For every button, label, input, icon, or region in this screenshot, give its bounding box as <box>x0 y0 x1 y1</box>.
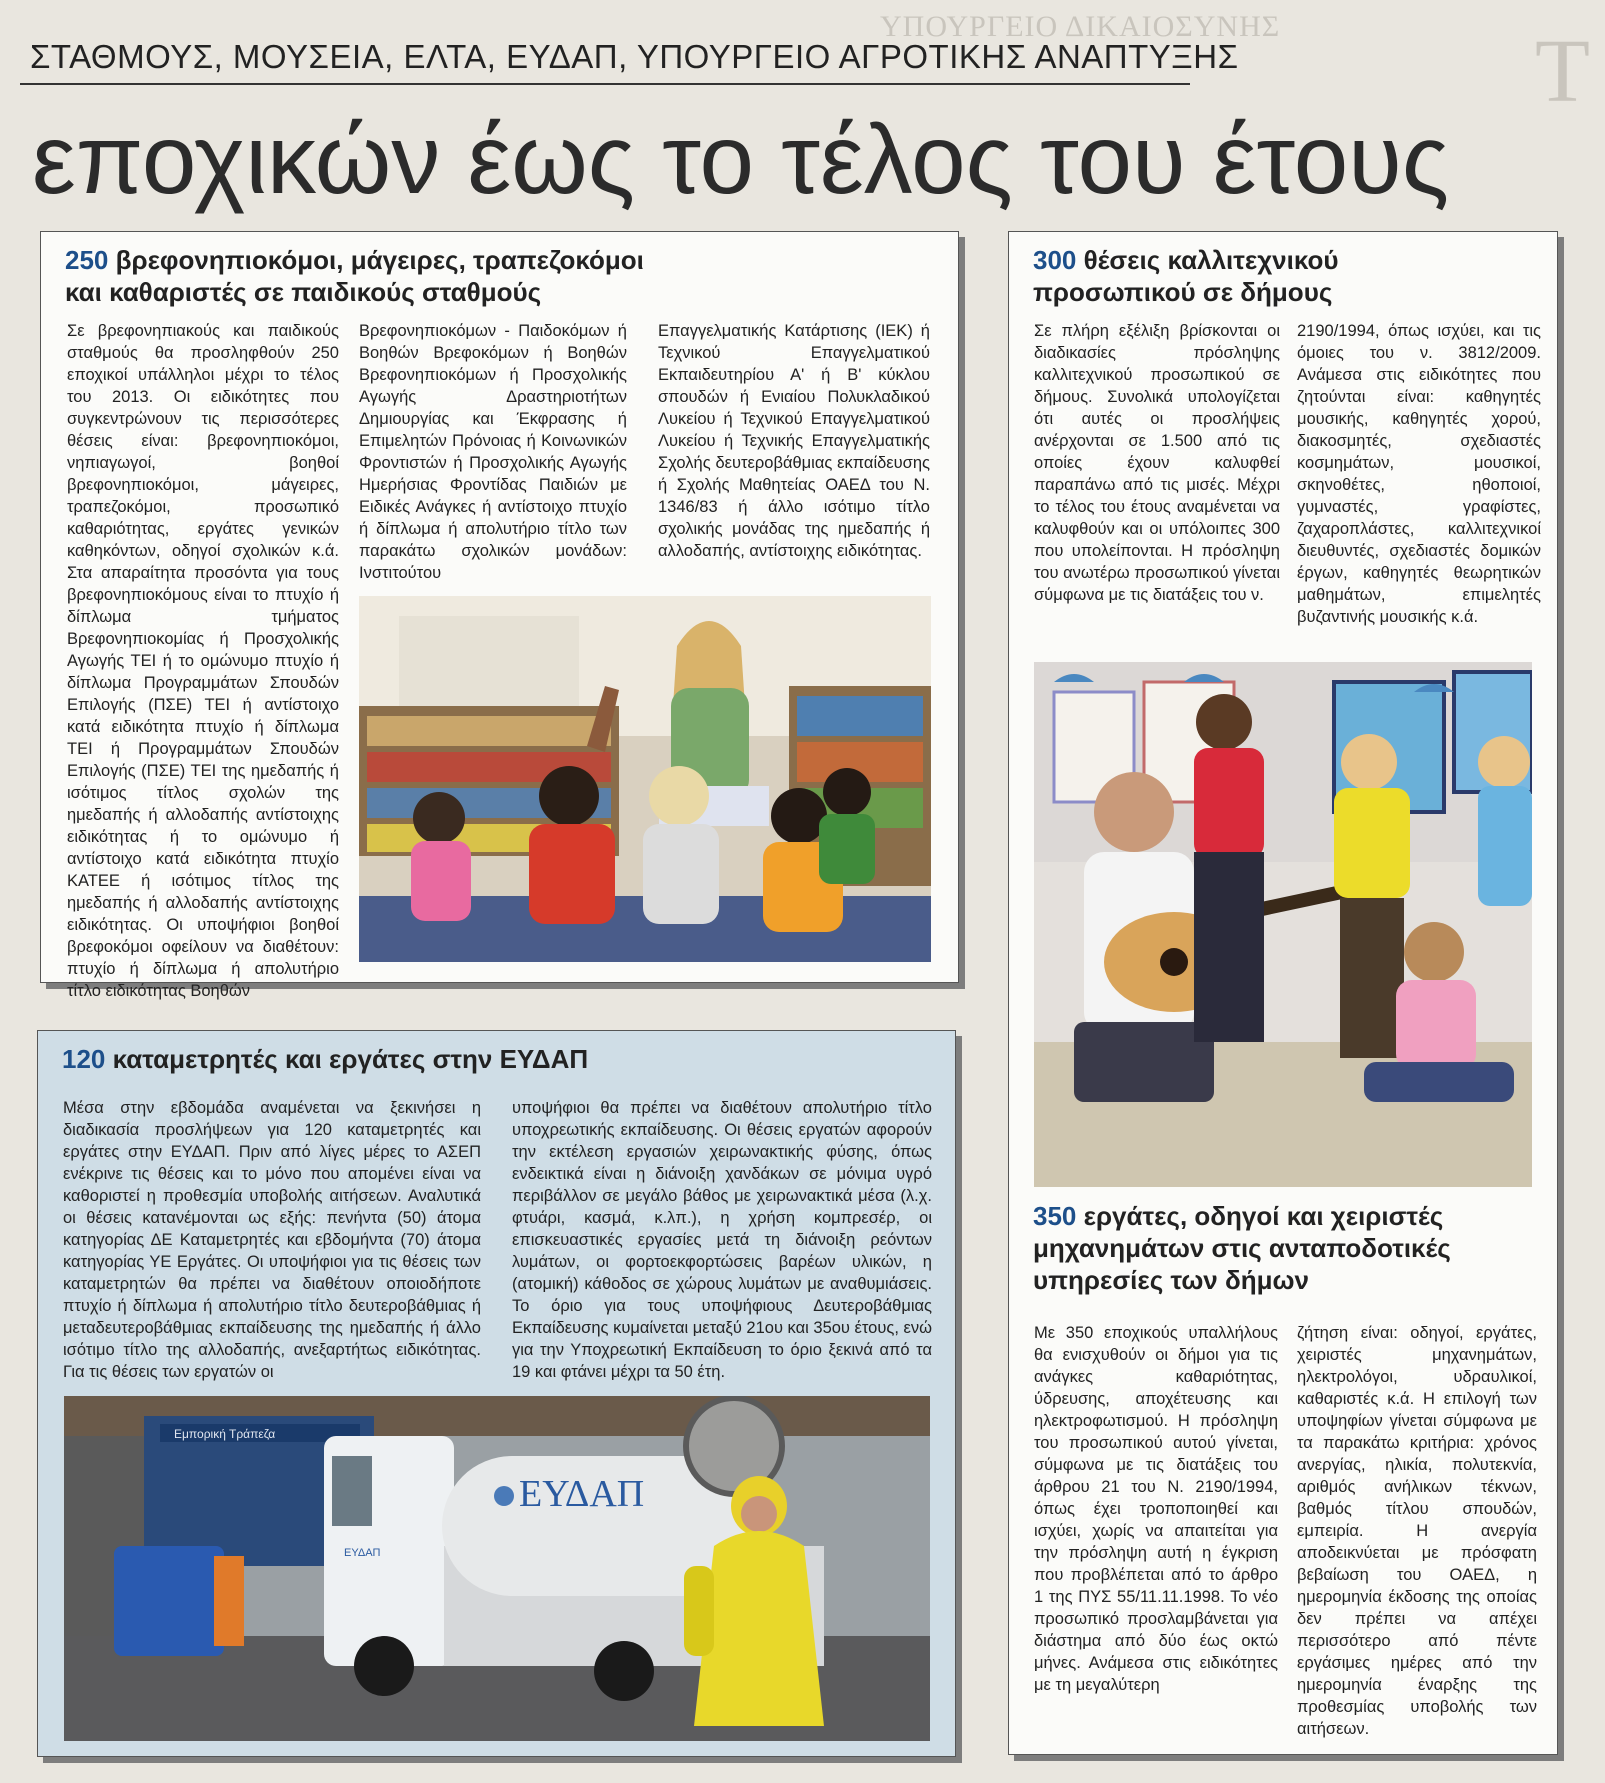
music-class-illustration <box>1034 662 1532 1187</box>
workers-text-2: ζήτηση είναι: οδηγοί, εργάτες, χειριστές μηχανημάτων, ηλεκτρολόγοι, υδραυλικοί, καθαριστές κ.ά. Η επιλογή των υποψηφίων γίνεται σύμφωνα με τα παρακάτω κριτήρια: χρόνος ανεργίας, ηλικία, πολυτεκνία, αριθμός ανήλικων τέκνων, βαθμός τίτλου σπουδών, εμπειρία. Η ανεργία αποδεικνύεται με πρόσφατη βεβαίωση του ΟΑΕΔ, η ημερομηνία έκδοσης της οποίας δεν πρέπει να απέχει περισσότερο από πέντε εργάσιμες ημέρες από την ημερομηνία έναρξης της προθεσμίας υποβολής των αιτήσεων. <box>1297 1324 1537 1738</box>
article-municipal-staff <box>1008 231 1558 1755</box>
artists-text-2: 2190/1994, όπως ισχύει, και τις όμοιες του ν. 3812/2009. Ανάμεσα στις ειδικότητες που ζητούνται είναι: καθηγητές μουσικής, καθηγητές χορού, διακοσμητές, σχεδιαστές κοσμημάτων, μουσικοί, σκηνοθέτες, ηθοποιοί, γυμναστές, γραφίστες, ζαχαροπλάστες, καλλιτεχνικοί διευθυντές, σχεδιαστές δομικών έργων, καθηγητές θεωρητικών μαθημάτων, επιμελητές βυζαντινής μουσικής κ.ά. <box>1297 322 1541 626</box>
eydap-heading <box>62 1043 922 1075</box>
artists-heading <box>1033 244 1533 308</box>
eydap-truck-photo <box>64 1396 930 1741</box>
eydap-column-1 <box>63 1097 481 1383</box>
ghost-drop-cap: T <box>1535 22 1590 121</box>
truck-cab-logo: ΕΥΔΑΠ <box>344 1547 381 1559</box>
workers-number: 350 <box>1033 1201 1077 1231</box>
kicker-rule <box>20 83 1190 85</box>
nurseries-text-1: Σε βρεφονηπιακούς και παιδικούς σταθμούς θα προσληφθούν 250 εποχικοί υπάλληλοι μέχρι το τέλος του 2013. Οι ειδικότητες που συγκεντρώνουν τις περισσότερες θέσεις είναι: βρεφονηπιοκόμοι, νηπιαγωγοί, βοηθοί βρεφονηπιοκόμοι, μάγειρες, τραπεζοκόμοι, προσωπικό καθαριότητας, εργάτες γενικών καθηκόντων, οδηγοί σχολικών κ.ά. Στα απαραίτητα προσόντα για τους βρεφονηπιοκόμους είναι το πτυχίο ή δίπλωμα τμήματος Βρεφονηπιοκομίας ή Προσχολικής Αγωγής ΤΕΙ ή το ομώνυμο πτυχίο ή δίπλωμα Προγραμμάτων Σπουδών Επιλογής (ΠΣΕ) ΤΕΙ ή αντίστοιχο κατά ειδικότητα πτυχίο ή δίπλωμα ΤΕΙ ή Προγραμμάτων Σπουδών Επιλογής (ΠΣΕ) ΤΕΙ της ημεδαπής ή ισότιμος τίτλος σχολών της ημεδαπής ή αλλοδαπής αντίστοιχης ειδικότητας ή το ομώνυμο ή αντίστοιχο κατά ειδικότητα πτυχίο ΚΑΤΕΕ ή ισότιμος τίτλος της ημεδαπής ή αλλοδαπής αντίστοιχης ειδικότητας. Οι υποψήφιοι βοηθοί βρεφοκόμοι οφείλουν να διαθέτουν: πτυχίο ή δίπλωμα ή απολυτήριο τίτλο ειδικότητας Βοηθών <box>67 322 339 1000</box>
artists-heading-line2: προσωπικού σε δήμους <box>1033 277 1333 307</box>
eydap-text-2: υποψήφιοι θα πρέπει να διαθέτουν απολυτήριο τίτλο υποχρεωτικής εκπαίδευσης. Οι θέσεις εργατών αφορούν την εκτέλεση εργασιών χειρωνακτικής φύσης, όπως ενδεικτικά είναι η διάνοιξη χανδάκων σε μόνιμα υγρό περιβάλλον σε μεγάλο βάθος με χειρωνακτικά μέσα (λ.χ. φτυάρι, κασμά, κ.λπ.), η χρήση κομπρεσέρ, οι επισκευαστικές εργασίες μετά τη διάνοιξη ρεόντων λυμάτων, οι φορτοεκφορτώσεις βαρέων υλικών, η (ατομική) κάθοδος σε χώρους λυμάτων με αναθυμιάσεις. Το όριο για τους υποψήφιους Δευτεροβάθμιας Εκπαίδευσης κυμαίνεται μεταξύ 21ου και 35ου έτους, ενώ για την Υποχρεωτική Εκπαίδευση το όριο ξεκινά από τα 19 και φτάνει μέχρι τα 50 έτη. <box>512 1099 932 1381</box>
workers-heading-line2: μηχανημάτων στις ανταποδοτικές <box>1033 1233 1451 1263</box>
headline: εποχικών έως το τέλος του έτους <box>32 104 1450 214</box>
article-eydap <box>37 1030 956 1757</box>
workers-heading <box>1033 1200 1533 1296</box>
nurseries-column-1 <box>67 320 339 1000</box>
artists-heading-text: θέσεις καλλιτεχνικού <box>1076 245 1339 275</box>
eydap-truck-illustration <box>64 1396 930 1741</box>
truck-logo: ΕΥΔΑΠ <box>519 1473 645 1515</box>
artists-text-1: Σε πλήρη εξέλιξη βρίσκονται οι διαδικασίες πρόσληψης καλλιτεχνικού προσωπικού σε δήμους. Συνολικά υπολογίζεται ότι αυτές οι προσλήψεις ανέρχονται σε 1.500 από τις οποίες έχουν καλυφθεί παραπάνω από τις μισές. Μέχρι το τέλος του έτους αναμένεται να καλυφθούν και οι υπόλοιπες 300 που υπολείπονται. Η πρόσληψη του ανωτέρω προσωπικού γίνεται σύμφωνα με τις διατάξεις του ν. <box>1034 322 1280 604</box>
section-kicker: ΣΤΑΘΜΟΥΣ, ΜΟΥΣΕΙΑ, ΕΛΤΑ, ΕΥΔΑΠ, ΥΠΟΥΡΓΕΙΟ ΑΓΡΟΤΙΚΗΣ ΑΝΑΠΤΥΞΗΣ <box>30 38 1239 75</box>
nurseries-column-3 <box>658 320 930 562</box>
nurseries-text-3: Επαγγελματικής Κατάρτισης (ΙΕΚ) ή Τεχνικού Επαγγελματικού Εκπαιδευτηρίου Α' ή Β' κύκλου σπουδών ή Ενιαίου Πολυκλαδικού Λυκείου ή Τεχνικού Επαγγελματικού Λυκείου ή Τεχνικής Επαγγελματικής Σχολής δευτεροβάθμιας εκπαίδευσης ή Σχολής Μαθητείας ΟΑΕΔ του Ν. 1346/83 ή άλλο ισότιμο τίτλο σχολικής μονάδας της ημεδαπής ή αλλοδαπής, αντίστοιχης ειδικότητας. <box>658 322 930 560</box>
bank-sign: Εμπορική Τράπεζα <box>174 1427 276 1441</box>
eydap-heading-text: καταμετρητές και εργάτες στην ΕΥΔΑΠ <box>105 1044 589 1074</box>
workers-column-1 <box>1034 1322 1278 1696</box>
classroom-illustration <box>359 596 931 962</box>
nurseries-number: 250 <box>65 245 109 275</box>
workers-heading-line3: υπηρεσίες των δήμων <box>1033 1265 1309 1295</box>
artists-column-1 <box>1034 320 1280 606</box>
nurseries-heading-line2: και καθαριστές σε παιδικούς σταθμούς <box>65 277 542 307</box>
nurseries-text-2: Βρεφονηπιοκόμων - Παιδοκόμων ή Βοηθών Βρεφοκόμων ή Βοηθών Βρεφονηπιοκόμων ή Προσχολικής Αγωγής Δραστηριοτήτων Δημιουργίας και Έκφρασης ή Επιμελητών Πρόνοιας ή Κοινωνικών Φροντιστών ή Προσχολικής Αγωγής Ημερήσιας Φροντίδας Παιδιών με Ειδικές Ανάγκες ή αντίστοιχο πτυχίο ή δίπλωμα ή απολυτήριο τίτλο των παρακάτω σχολικών μονάδων: Ινστιτούτου <box>359 322 627 582</box>
nurseries-heading-text: βρεφονηπιοκόμοι, μάγειρες, τραπεζοκόμοι <box>108 245 644 275</box>
eydap-column-2 <box>512 1097 932 1383</box>
classroom-photo <box>359 596 931 962</box>
workers-heading-text: εργάτες, οδηγοί και χειριστές <box>1076 1201 1444 1231</box>
artists-column-2 <box>1297 320 1541 628</box>
workers-text-1: Με 350 εποχικούς υπαλλήλους θα ενισχυθούν οι δήμοι για τις ανάγκες καθαριότητας, ύδρευσης, αποχέτευσης και ηλεκτροφωτισμού. Η πρόσληψη του προσωπικού αυτού γίνεται, σύμφωνα με τις διατάξεις του άρθρου 21 του Ν. 2190/1994, όπως έχει τροποποιηθεί και ισχύει, χωρίς να απαιτείται για την πρόσληψη αυτή η έγκριση που προβλέπεται από το άρθρο 1 της ΠΥΣ 55/11.11.1998. Το νέο προσωπικό προσλαμβάνεται για διάστημα από δύο έως οκτώ μήνες. Ανάμεσα στις ειδικότητες με τη μεγαλύτερη <box>1034 1324 1278 1694</box>
eydap-text-1: Μέσα στην εβδομάδα αναμένεται να ξεκινήσει η διαδικασία προσλήψεων για 120 καταμετρητές και εργάτες στην ΕΥΔΑΠ. Πριν από λίγες μέρες το ΑΣΕΠ ενέκρινε τις θέσεις και το μόνο που απομένει είναι να καθοριστεί η προθεσμία υποβολής αιτήσεων. Αναλυτικά οι θέσεις κατανέμονται ως εξής: πενήντα (50) άτομα κατηγορίας ΔΕ Καταμετρητές και εβδομήντα (70) άτομα κατηγορίας ΥΕ Εργάτες. Οι υποψήφιοι για τις θέσεις των καταμετρητών θα πρέπει να διαθέτουν οποιοδήποτε πτυχίο ή δίπλωμα ή απολυτήριο τίτλο δευτεροβάθμιας ή μεταδευτεροβάθμιας εκπαίδευσης της ημεδαπής ή άλλο ισότιμο τίτλο της αλλοδαπής, ανεξαρτήτως ειδικότητας. Για τις θέσεις των εργατών οι <box>63 1099 481 1381</box>
music-class-photo <box>1034 662 1532 1187</box>
nurseries-heading <box>65 244 925 308</box>
artists-number: 300 <box>1033 245 1077 275</box>
eydap-number: 120 <box>62 1044 106 1074</box>
nurseries-column-2 <box>359 320 627 584</box>
article-nurseries <box>40 231 959 1000</box>
ghost-heading: ΥΠΟΥΡΓΕΙΟ ΔΙΚΑΙΟΣΥΝΗΣ <box>880 10 1281 43</box>
workers-column-2 <box>1297 1322 1537 1740</box>
